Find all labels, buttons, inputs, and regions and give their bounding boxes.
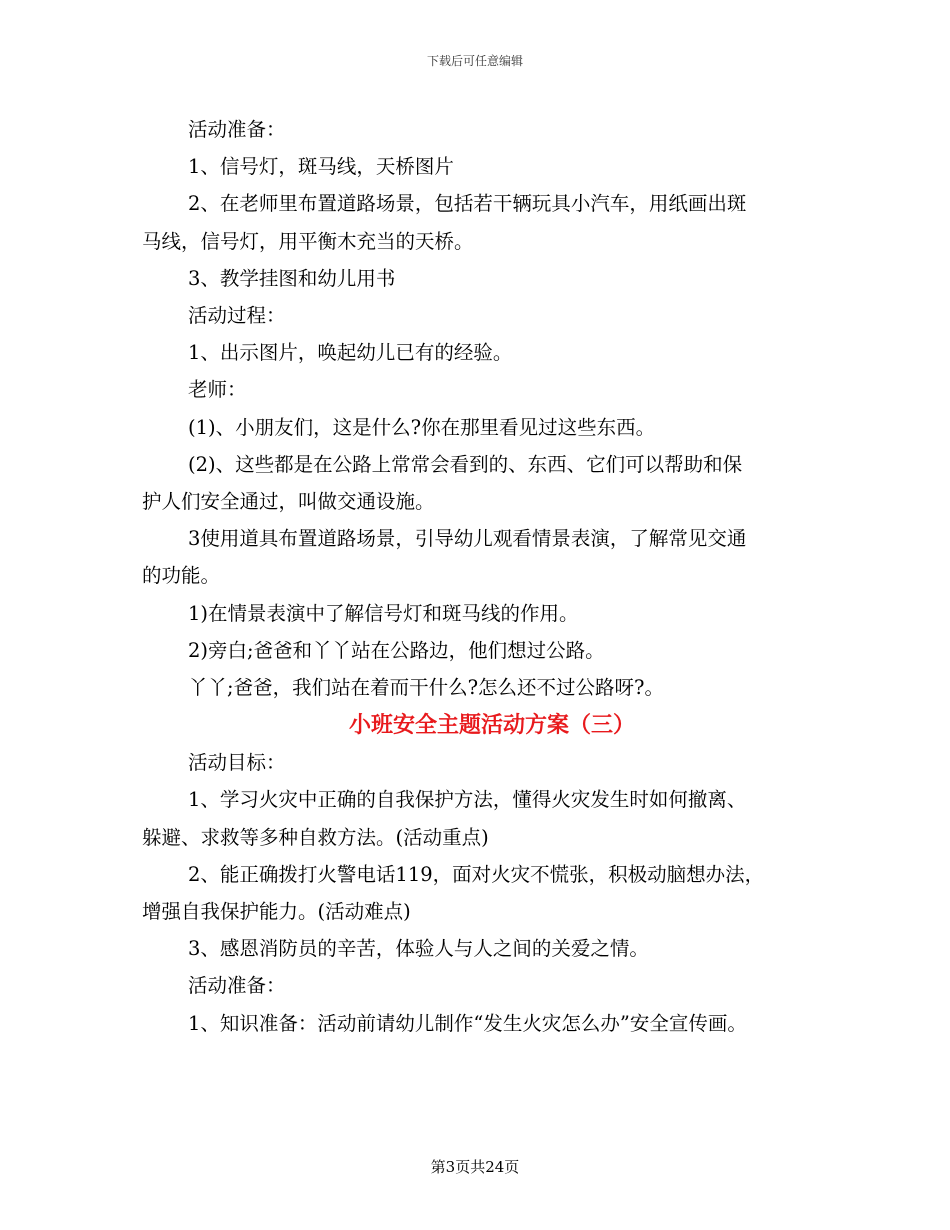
paragraph-line: 1、出示图片，唤起幼儿已有的经验。 — [188, 341, 513, 365]
paragraph-line: 2)旁白;爸爸和丫丫站在公路边，他们想过公路。 — [188, 638, 605, 662]
paragraph-line: 躲避、求救等多种自救方法。(活动重点) — [142, 825, 489, 849]
section-title: 小班安全主题活动方案（三） — [348, 712, 635, 739]
document-body — [142, 111, 822, 1042]
paragraph-line: 1)在情景表演中了解信号灯和斑马线的作用。 — [188, 601, 579, 625]
paragraph-line: 老师： — [188, 378, 247, 402]
paragraph-line: 1、信号灯，斑马线，天桥图片 — [188, 155, 454, 179]
paragraph-line: 1、知识准备：活动前请幼儿制作“发生火灾怎么办”安全宣传画。 — [188, 1011, 747, 1035]
page-footer: 第3页共24页 — [430, 1158, 520, 1176]
paragraph-line: (2)、这些都是在公路上常常会看到的、东西、它们可以帮助和保 — [188, 452, 743, 476]
paragraph-line: 1、学习火灾中正确的自我保护方法，懂得火灾发生时如何撤离、 — [188, 788, 747, 812]
paragraph-line: 活动准备： — [188, 118, 286, 141]
paragraph-line: 2、在老师里布置道路场景，包括若干辆玩具小汽车，用纸画出斑 — [188, 192, 747, 216]
paragraph-line: 2、能正确拨打火警电话119，面对火灾不慌张，积极动脑想办法， — [188, 862, 765, 886]
paragraph-line: 3、感恩消防员的辛苦，体验人与人之间的关爱之情。 — [188, 937, 649, 961]
paragraph-line: 活动过程： — [188, 304, 286, 328]
paragraph-line: 丫丫;爸爸，我们站在着而干什么?怎么还不过公路呀?。 — [188, 676, 664, 700]
paragraph-line: 护人们安全通过，叫做交通设施。 — [142, 490, 435, 514]
paragraph-line: 活动目标： — [188, 751, 286, 775]
paragraph-line: 活动准备： — [188, 974, 286, 998]
page-header: 下载后可任意编辑 — [426, 54, 523, 68]
paragraph-line: 增强自我保护能力。(活动难点) — [142, 900, 411, 924]
paragraph-line: 3使用道具布置道路场景，引导幼儿观看情景表演，了解常见交通 — [188, 527, 747, 551]
paragraph-line: 的功能。 — [142, 564, 221, 588]
paragraph-line: 3、教学挂图和幼儿用书 — [188, 266, 396, 290]
paragraph-line: 马线，信号灯，用平衡木充当的天桥。 — [142, 229, 474, 253]
paragraph-line: (1)、小朋友们，这是什么?你在那里看见过这些东西。 — [188, 415, 656, 439]
